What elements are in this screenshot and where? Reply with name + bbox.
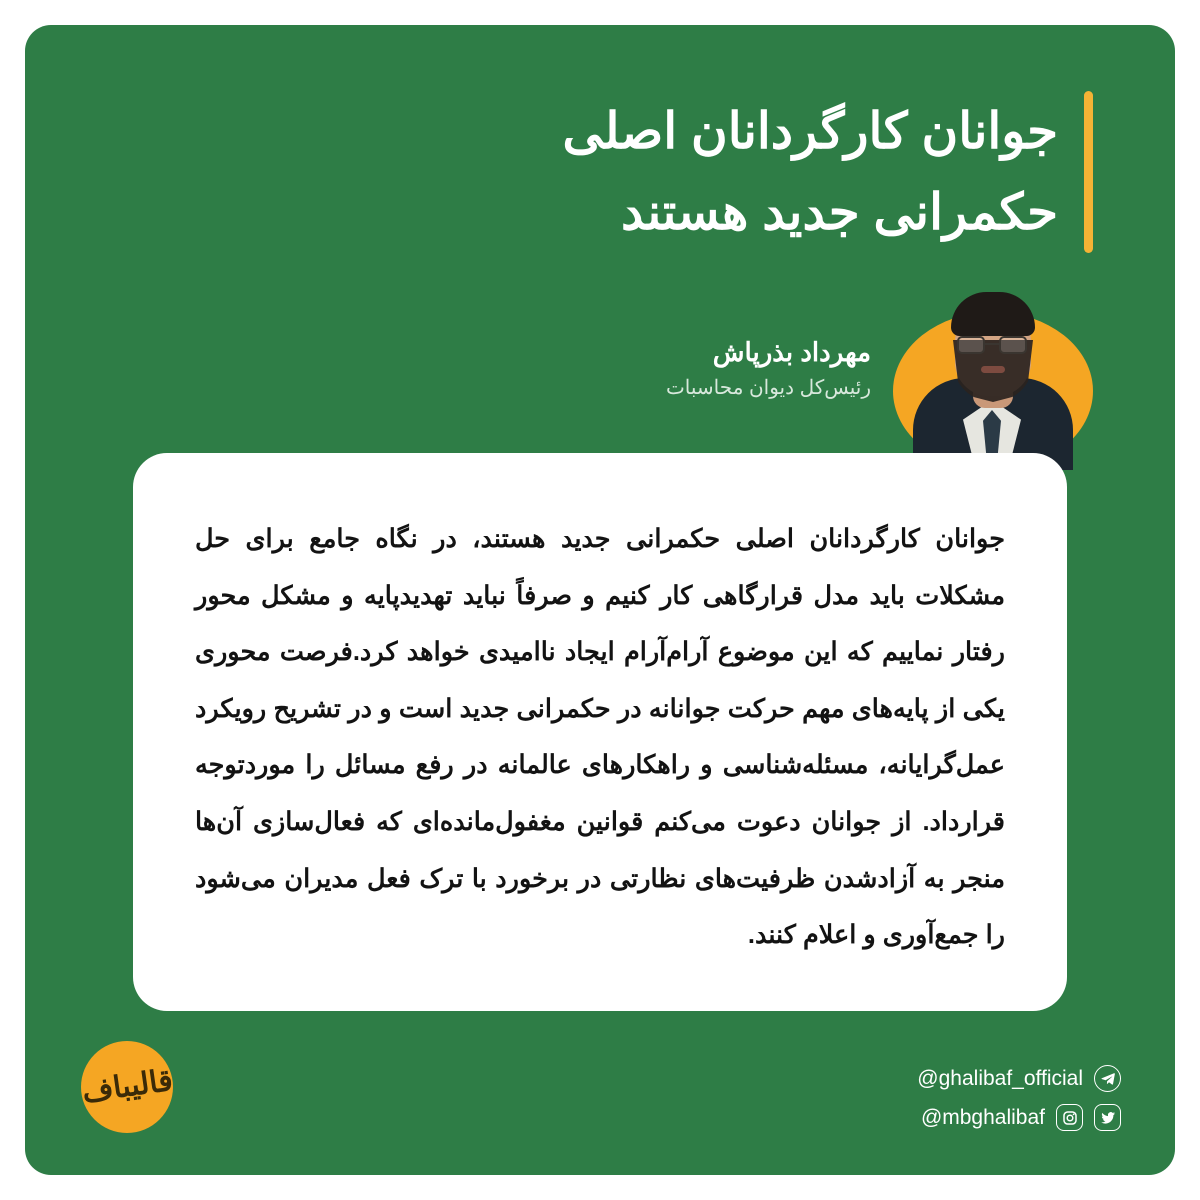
speaker-text bbox=[666, 333, 871, 408]
avatar-glasses-left bbox=[957, 336, 985, 354]
page-title bbox=[563, 91, 1058, 253]
speaker-role: رئیس‌کل دیوان محاسبات bbox=[665, 376, 871, 399]
avatar-glasses-right bbox=[999, 336, 1027, 354]
avatar-hair-shape bbox=[951, 292, 1035, 336]
social-row-twitter-instagram[interactable] bbox=[917, 1104, 1121, 1131]
avatar-glasses-bridge bbox=[985, 343, 999, 345]
poster-card bbox=[25, 25, 1175, 1175]
social-row-telegram[interactable] bbox=[917, 1065, 1121, 1092]
avatar bbox=[893, 270, 1093, 470]
telegram-handle[interactable]: @ghalibaf_official bbox=[917, 1066, 1083, 1090]
headline-line-2: حکمرانی جدید هستند bbox=[621, 184, 1058, 240]
quote-text: جوانان کارگردانان اصلی حکمرانی جدید هستند، در نگاه جامع برای حل مشکلات باید مدل قرارگاهی کار کنیم و صرفاً نباید تهدیدپایه و مشکل محور رفتار نماییم که این موضوع آرام‌آرام ایجاد ناامیدی خواهد کرد.فرصت محوری یکی از پایه‌های مهم حرکت جوانانه در حکمرانی جدید است و در تشریح رویکرد عمل‌گرایانه، مسئله‌شناسی و راهکارهای عالمانه در رفع مسائل را موردتوجه قرارداد. از جوانان دعوت می‌کنم قوانین مغفول‌مانده‌ای که فعال‌سازی آن‌ها منجر به آزادشدن ظرفیت‌های نظارتی در برخورد با ترک فعل مدیران می‌شود را جمع‌آوری و اعلام کنند. bbox=[195, 525, 1005, 950]
logo-mark-text: قالیباف bbox=[79, 1063, 175, 1110]
quote-card bbox=[133, 453, 1067, 1011]
speaker-name: مهرداد بذرپاش bbox=[712, 336, 871, 367]
instagram-handle[interactable]: @mbghalibaf bbox=[920, 1105, 1045, 1129]
headline-accent-bar bbox=[1084, 91, 1093, 253]
twitter-icon[interactable] bbox=[1094, 1104, 1121, 1131]
avatar-mouth-shape bbox=[981, 366, 1005, 373]
headline-line-1: جوانان کارگردانان اصلی bbox=[562, 103, 1058, 159]
headline-block bbox=[563, 91, 1093, 253]
avatar-photo bbox=[911, 270, 1075, 470]
telegram-icon[interactable] bbox=[1094, 1065, 1121, 1092]
instagram-icon[interactable] bbox=[1056, 1104, 1083, 1131]
speaker-block bbox=[666, 270, 1093, 470]
ghalibaf-logo-icon bbox=[81, 1041, 173, 1133]
social-footer bbox=[917, 1053, 1121, 1131]
